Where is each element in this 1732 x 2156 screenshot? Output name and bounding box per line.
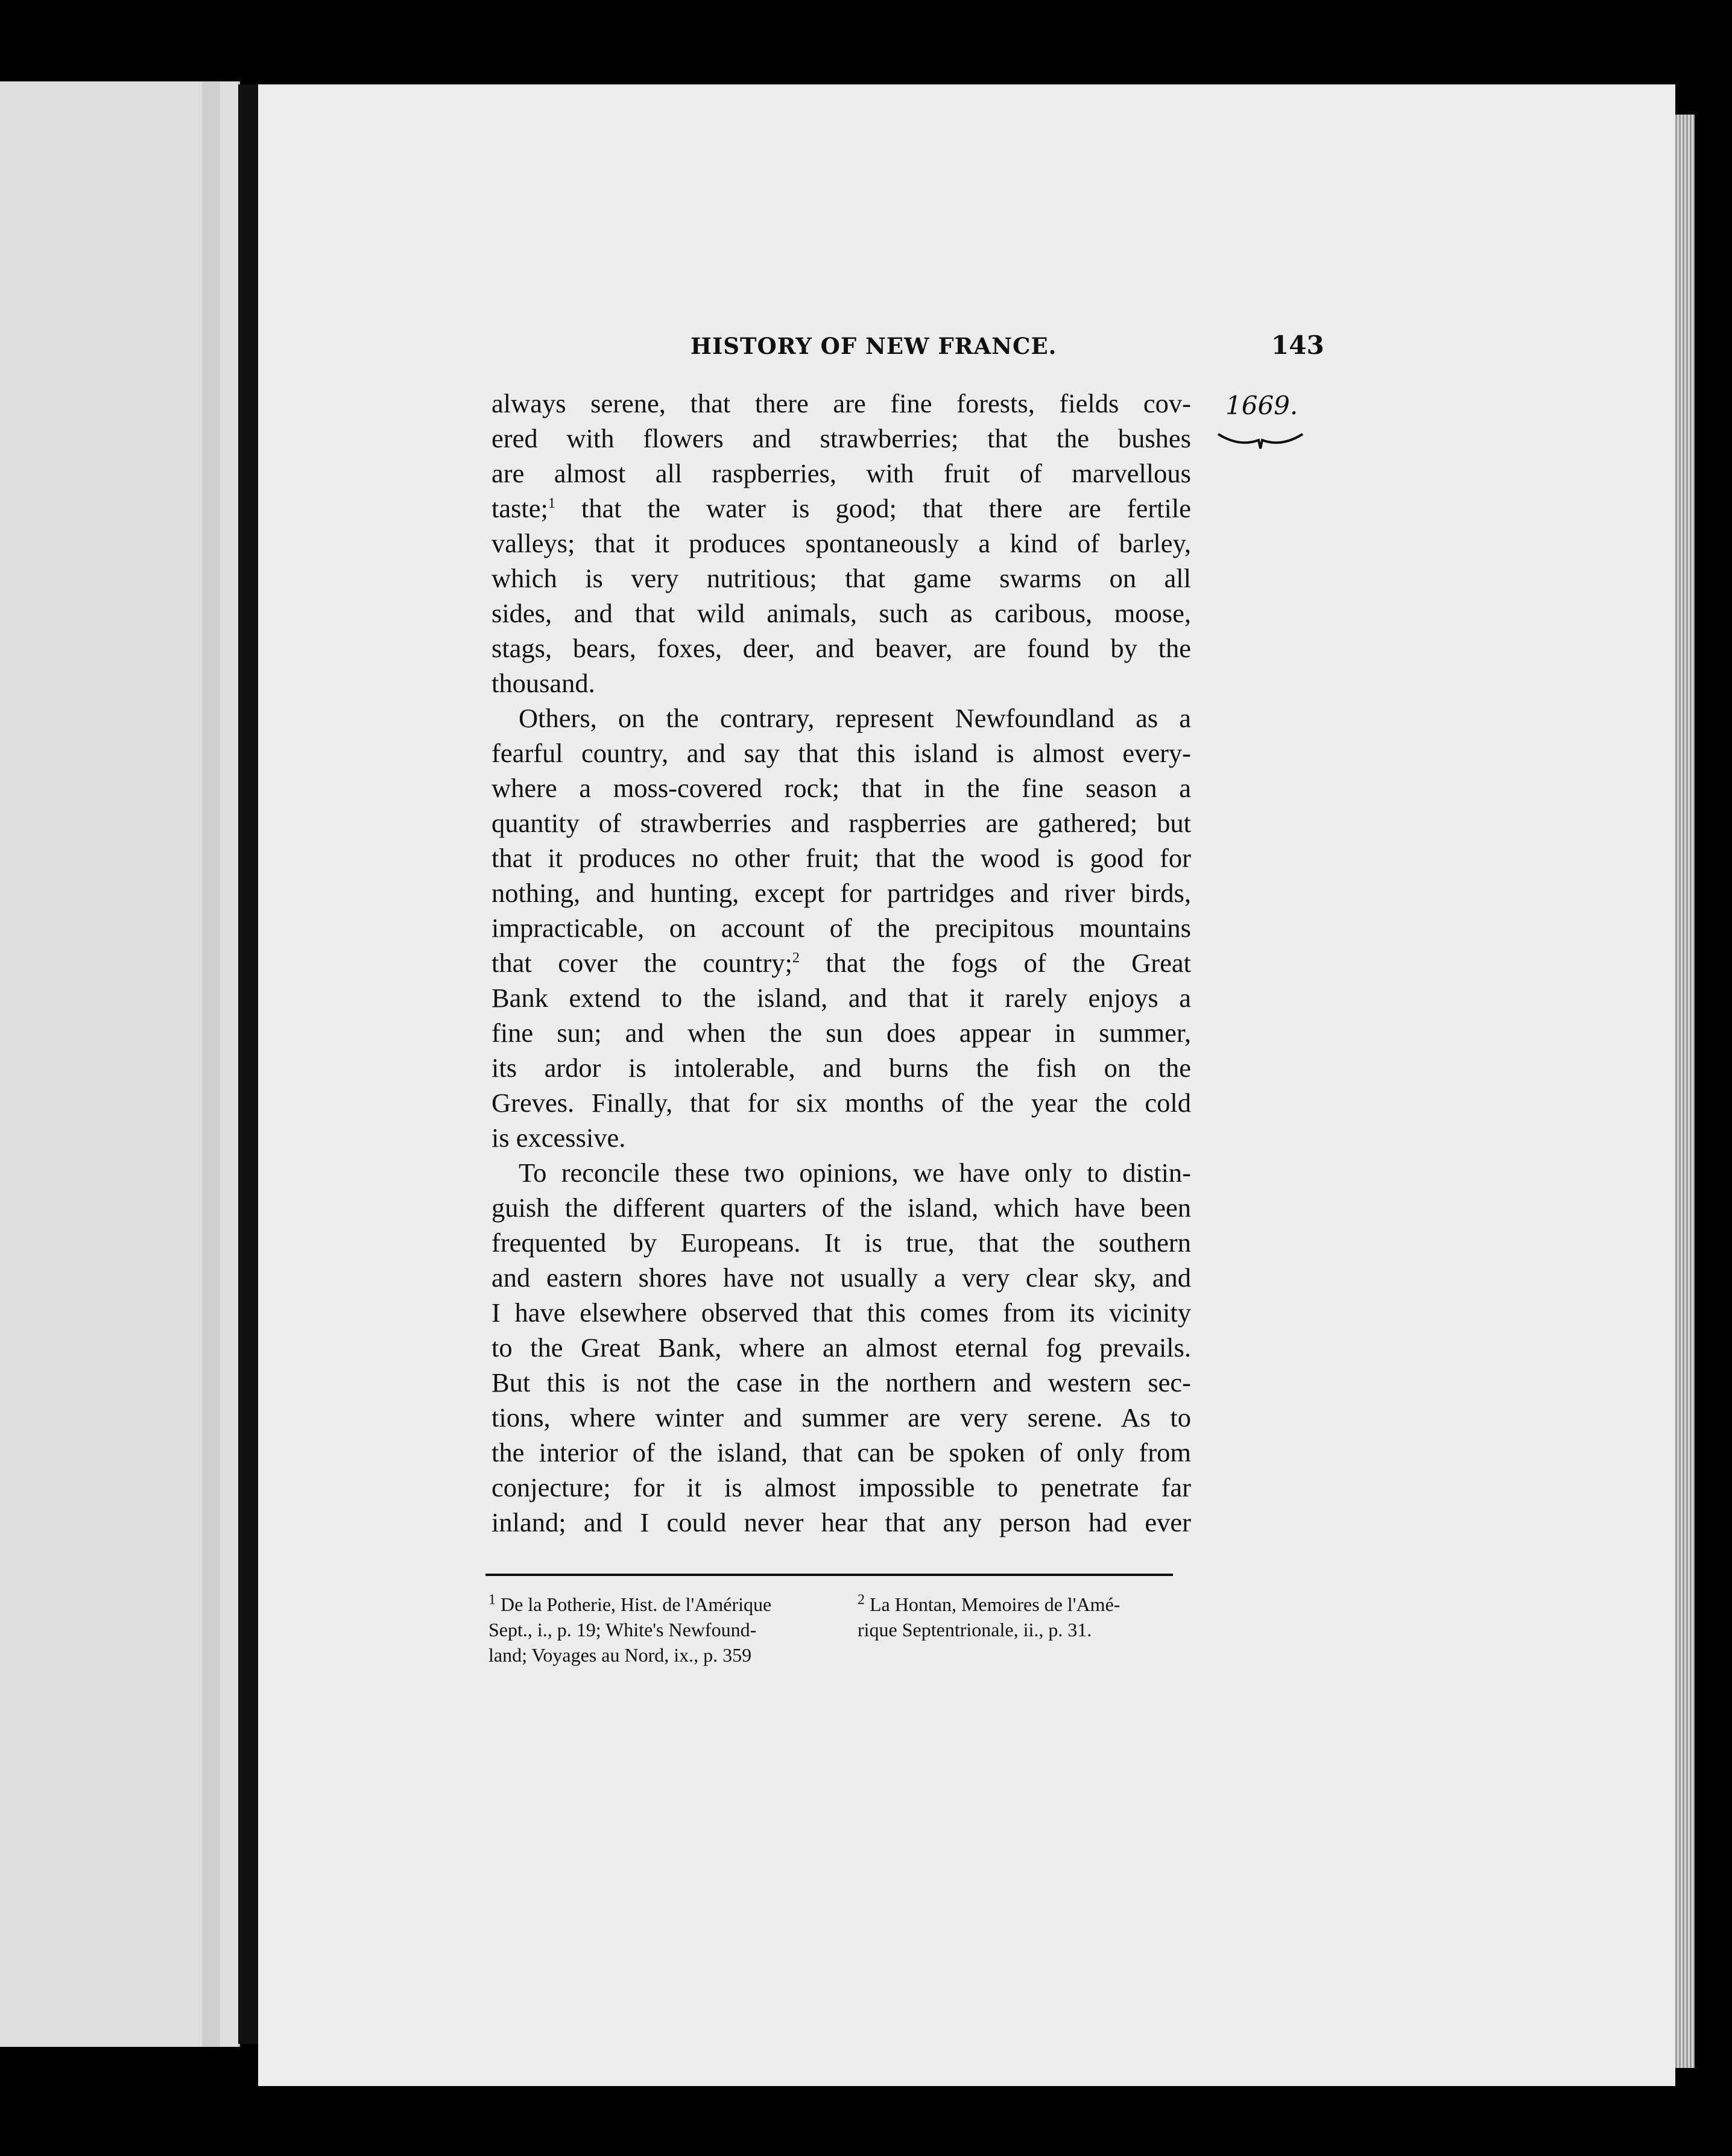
text-line: thousand.: [491, 668, 595, 698]
text-line: frequented by Europeans. It is true, that the southern: [491, 1228, 1191, 1258]
text-segment: La Hontan, Memoires de l'Amé-: [870, 1593, 1120, 1615]
text-line: where a moss-covered rock; that in the fine season a: [491, 773, 1191, 803]
text-line: stags, bears, foxes, deer, and beaver, are found by the: [491, 633, 1191, 663]
left-page-blank: [0, 81, 240, 2047]
body-text: [491, 386, 1191, 1540]
text-line: which is very nutritious; that game swarms on all: [491, 563, 1191, 593]
text-line: Bank extend to the island, and that it rarely enjoys a: [491, 983, 1191, 1013]
running-title: HISTORY OF NEW FRANCE.: [691, 333, 1057, 359]
text-line: are almost all raspberries, with fruit of marvellous: [491, 458, 1191, 488]
text-line: [491, 491, 1191, 526]
text-line: [491, 945, 1191, 980]
footnote-1: [488, 1592, 826, 1668]
paragraph-1: [491, 386, 1191, 701]
footnote-ref: 2: [792, 950, 800, 966]
footnote-line: [858, 1592, 1183, 1617]
text-line: tions, where winter and summer are very serene. As to: [491, 1402, 1191, 1433]
text-segment: that the water is good; that there are fertile: [555, 493, 1191, 523]
text-line: nothing, and hunting, except for partridges and river birds,: [491, 878, 1191, 908]
text-line: quantity of strawberries and raspberries are gathered; but: [491, 808, 1191, 838]
footnote-mark: 1: [488, 1592, 496, 1608]
text-line: inland; and I could never hear that any person had ever: [491, 1507, 1191, 1537]
text-line: guish the different quarters of the island, which have been: [491, 1193, 1191, 1223]
text-line: valleys; that it produces spontaneously a kind of barley,: [491, 528, 1191, 558]
book-gutter: [238, 84, 258, 2044]
text-line: impracticable, on account of the precipitous mountains: [491, 913, 1191, 943]
footnote-rule: [485, 1574, 1173, 1576]
text-line: To reconcile these two opinions, we have only to distin-: [519, 1158, 1191, 1188]
text-segment: that cover the country;: [491, 948, 792, 978]
text-line: But this is not the case in the northern and western sec-: [491, 1367, 1191, 1398]
footnote-mark: 2: [858, 1592, 865, 1608]
text-line: conjecture; for it is almost impossible to penetrate far: [491, 1472, 1191, 1502]
text-line: ered with flowers and strawberries; that the bushes: [491, 423, 1191, 453]
text-line: fine sun; and when the sun does appear in summer,: [491, 1018, 1191, 1048]
text-segment: taste;: [491, 493, 548, 523]
text-line: the interior of the island, that can be spoken of only from: [491, 1437, 1191, 1467]
text-line: that it produces no other fruit; that the wood is good for: [491, 843, 1191, 873]
text-line: always serene, that there are fine forests, fields cov-: [491, 388, 1191, 418]
text-line: fearful country, and say that this island is almost every-: [491, 738, 1191, 768]
footnote-line: land; Voyages au Nord, ix., p. 359: [488, 1644, 752, 1666]
text-line: its ardor is intolerable, and burns the fish on the: [491, 1053, 1191, 1083]
text-line: and eastern shores have not usually a very clear sky, and: [491, 1262, 1191, 1293]
text-line: sides, and that wild animals, such as caribous, moose,: [491, 598, 1191, 628]
text-line: Others, on the contrary, represent Newfoundland as a: [519, 703, 1191, 733]
text-line: Greves. Finally, that for six months of the year the cold: [491, 1088, 1191, 1118]
paragraph-2: [491, 701, 1191, 1155]
text-line: I have elsewhere observed that this comes from its vicinity: [491, 1297, 1191, 1328]
text-segment: De la Potherie, Hist. de l'Amérique: [501, 1593, 772, 1615]
text-line: is excessive.: [491, 1123, 626, 1153]
page-edge: [1675, 115, 1695, 2068]
left-page-crease: [202, 81, 220, 2047]
footnote-2: [858, 1592, 1183, 1642]
page-number: 143: [1271, 330, 1324, 360]
text-segment: that the fogs of the Great: [799, 948, 1191, 978]
paragraph-3: [491, 1155, 1191, 1540]
margin-year: 1669.: [1225, 391, 1298, 420]
footnote-ref: 1: [548, 496, 555, 512]
footnote-line: [488, 1592, 826, 1617]
footnote-line: Sept., i., p. 19; White's Newfound-: [488, 1619, 757, 1641]
footnote-line: rique Septentrionale, ii., p. 31.: [858, 1619, 1092, 1641]
margin-brace: [1215, 428, 1306, 452]
text-line: to the Great Bank, where an almost eternal fog prevails.: [491, 1332, 1191, 1363]
